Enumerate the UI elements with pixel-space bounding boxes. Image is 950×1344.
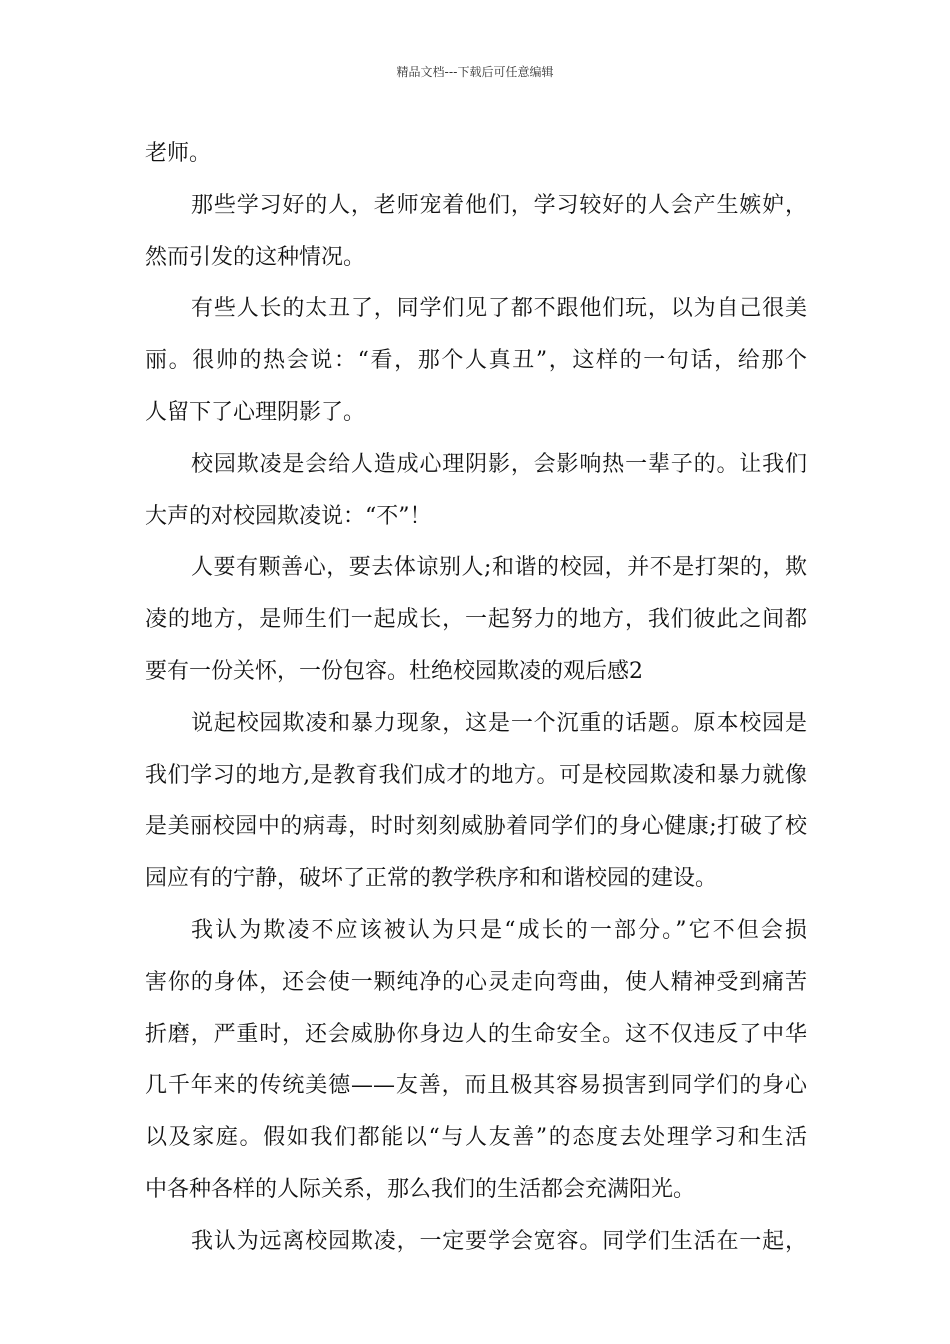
paragraph-line: 要有一份关怀，一份包容。杜绝校园欺凌的观后感2	[145, 658, 643, 684]
paragraph-line: 丽。很帅的热会说：“看，那个人真丑”，这样的一句话，给那个	[145, 348, 807, 374]
paragraph-line: 中各种各样的人际关系，那么我们的生活都会充满阳光。	[145, 1176, 696, 1202]
paragraph-line: 然而引发的这种情况。	[145, 244, 366, 270]
page-header: 精品文档---下载后可任意编辑	[396, 65, 554, 79]
paragraph-line: 说起校园欺凌和暴力现象，这是一个沉重的话题。原本校园是	[191, 710, 807, 736]
document-body	[145, 128, 807, 1268]
paragraph-line: 校园欺凌是会给人造成心理阴影，会影响热一辈子的。让我们	[191, 451, 807, 477]
paragraph-line: 老师。	[145, 141, 212, 166]
paragraph-line: 那些学习好的人，老师宠着他们，学习较好的人会产生嫉妒，	[191, 192, 807, 218]
paragraph-line: 是美丽校园中的病毒，时时刻刻威胁着同学们的身心健康;打破了校	[145, 814, 807, 840]
paragraph-line: 人留下了心理阴影了。	[145, 399, 366, 425]
paragraph-line: 我们学习的地方,是教育我们成才的地方。可是校园欺凌和暴力就像	[145, 762, 807, 788]
paragraph-line: 我认为远离校园欺凌，一定要学会宽容。同学们生活在一起，	[191, 1228, 807, 1254]
paragraph-line: 有些人长的太丑了，同学们见了都不跟他们玩，以为自己很美	[191, 296, 807, 322]
paragraph-line: 园应有的宁静，破坏了正常的教学秩序和和谐校园的建设。	[145, 866, 718, 892]
paragraph-line: 以及家庭。假如我们都能以“与人友善”的态度去处理学习和生活	[145, 1125, 807, 1151]
paragraph-line: 害你的身体，还会使一颗纯净的心灵走向弯曲，使人精神受到痛苦	[145, 969, 807, 995]
paragraph-line: 大声的对校园欺凌说：“不”！	[145, 503, 432, 529]
paragraph-line: 人要有颗善心，要去体谅别人;和谐的校园，并不是打架的，欺	[191, 555, 807, 581]
paragraph-line: 几千年来的传统美德——友善，而且极其容易损害到同学们的身心	[145, 1073, 807, 1099]
paragraph-line: 折磨，严重时，还会威胁你身边人的生命安全。这不仅违反了中华	[145, 1021, 807, 1047]
paragraph-line: 我认为欺凌不应该被认为只是“成长的一部分。”它不但会损	[191, 917, 807, 943]
paragraph-line: 凌的地方，是师生们一起成长，一起努力的地方，我们彼此之间都	[145, 607, 807, 633]
